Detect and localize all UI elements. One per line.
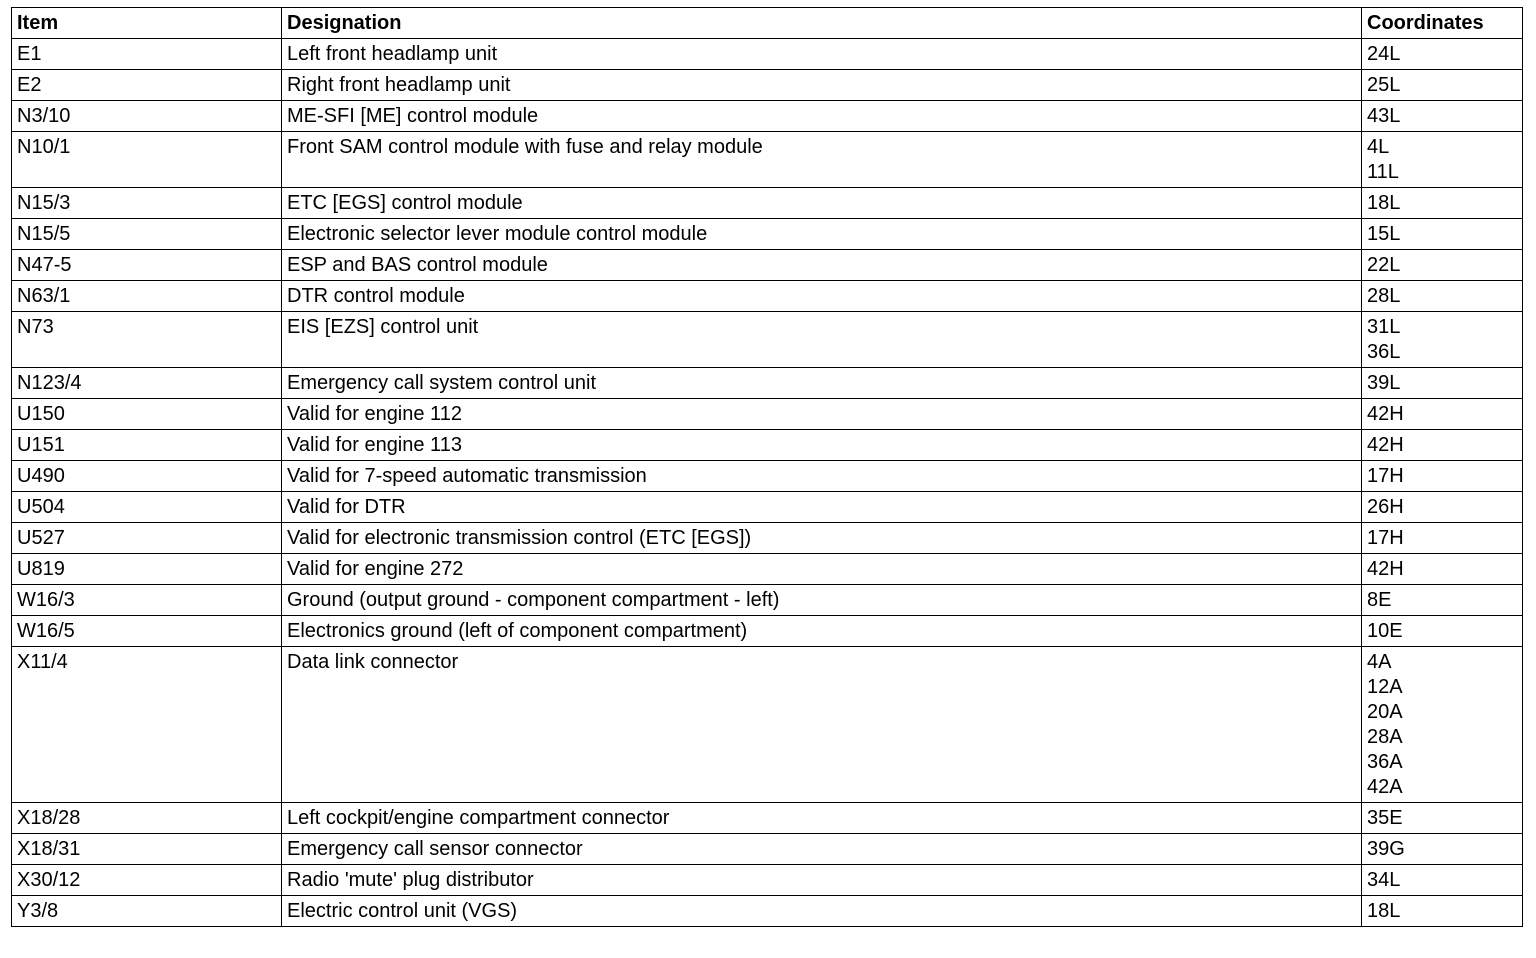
item-cell: U527: [12, 523, 282, 554]
coordinate-value: 17H: [1367, 465, 1404, 487]
table-row: [12, 834, 1523, 865]
coordinate-value: 20A: [1367, 701, 1403, 723]
item-cell: N47-5: [12, 250, 282, 281]
designation-cell: Valid for DTR: [282, 492, 1362, 523]
table-row: [12, 896, 1523, 927]
coordinates-cell: [1362, 101, 1523, 132]
coordinates-cell: [1362, 70, 1523, 101]
coordinate-value: 31L: [1367, 316, 1401, 338]
table-row: [12, 281, 1523, 312]
designation-cell: Electric control unit (VGS): [282, 896, 1362, 927]
table-row: [12, 461, 1523, 492]
item-cell: X11/4: [12, 647, 282, 803]
designation-cell: Emergency call system control unit: [282, 368, 1362, 399]
item-cell: X18/31: [12, 834, 282, 865]
item-cell: N15/3: [12, 188, 282, 219]
table-row: [12, 523, 1523, 554]
designation-cell: Valid for engine 113: [282, 430, 1362, 461]
designation-cell: Electronic selector lever module control module: [282, 219, 1362, 250]
table-row: [12, 430, 1523, 461]
item-cell: N123/4: [12, 368, 282, 399]
coordinate-value: 10E: [1367, 620, 1403, 642]
designation-cell: ME-SFI [ME] control module: [282, 101, 1362, 132]
coordinate-value: 15L: [1367, 223, 1401, 245]
header-designation: Designation: [282, 8, 1362, 39]
table-row: [12, 219, 1523, 250]
coordinates-cell: [1362, 132, 1523, 188]
table-row: [12, 647, 1523, 803]
item-cell: Y3/8: [12, 896, 282, 927]
item-cell: N15/5: [12, 219, 282, 250]
coordinates-cell: [1362, 647, 1523, 803]
coordinates-cell: [1362, 616, 1523, 647]
coordinates-cell: [1362, 554, 1523, 585]
designation-cell: Valid for engine 112: [282, 399, 1362, 430]
coordinate-value: 18L: [1367, 900, 1401, 922]
legend-table-container: [11, 7, 1522, 927]
designation-cell: Emergency call sensor connector: [282, 834, 1362, 865]
item-cell: N63/1: [12, 281, 282, 312]
item-cell: E2: [12, 70, 282, 101]
coordinate-value: 4L: [1367, 136, 1390, 158]
coordinate-value: 39G: [1367, 838, 1405, 860]
coordinates-cell: [1362, 865, 1523, 896]
designation-cell: Right front headlamp unit: [282, 70, 1362, 101]
coordinates-cell: [1362, 461, 1523, 492]
coordinate-value: 36A: [1367, 751, 1403, 773]
coordinate-value: 22L: [1367, 254, 1401, 276]
designation-cell: Data link connector: [282, 647, 1362, 803]
designation-cell: Front SAM control module with fuse and relay module: [282, 132, 1362, 188]
table-row: [12, 250, 1523, 281]
coordinate-value: 42H: [1367, 434, 1404, 456]
coordinate-value: 8E: [1367, 589, 1392, 611]
table-row: [12, 554, 1523, 585]
coordinate-value: 43L: [1367, 105, 1401, 127]
coordinates-cell: [1362, 896, 1523, 927]
coordinate-value: 26H: [1367, 496, 1404, 518]
table-row: [12, 865, 1523, 896]
item-cell: N10/1: [12, 132, 282, 188]
item-cell: U490: [12, 461, 282, 492]
coordinate-value: 24L: [1367, 43, 1401, 65]
table-row: [12, 39, 1523, 70]
coordinates-cell: [1362, 492, 1523, 523]
designation-cell: Radio 'mute' plug distributor: [282, 865, 1362, 896]
designation-cell: Valid for engine 272: [282, 554, 1362, 585]
item-cell: W16/5: [12, 616, 282, 647]
table-row: [12, 312, 1523, 368]
designation-cell: ESP and BAS control module: [282, 250, 1362, 281]
item-cell: N73: [12, 312, 282, 368]
table-row: [12, 132, 1523, 188]
table-row: [12, 585, 1523, 616]
table-row: [12, 399, 1523, 430]
item-cell: X18/28: [12, 803, 282, 834]
coordinate-value: 35E: [1367, 807, 1403, 829]
table-row: [12, 368, 1523, 399]
coordinate-value: 34L: [1367, 869, 1401, 891]
table-body: [12, 39, 1523, 927]
item-cell: W16/3: [12, 585, 282, 616]
coordinates-cell: [1362, 430, 1523, 461]
item-cell: U150: [12, 399, 282, 430]
coordinate-value: 39L: [1367, 372, 1401, 394]
coordinates-cell: [1362, 312, 1523, 368]
coordinate-value: 18L: [1367, 192, 1401, 214]
coordinates-cell: [1362, 399, 1523, 430]
coordinates-cell: [1362, 188, 1523, 219]
item-cell: E1: [12, 39, 282, 70]
coordinate-value: 12A: [1367, 676, 1403, 698]
table-row: [12, 803, 1523, 834]
designation-cell: Ground (output ground - component compartment - left): [282, 585, 1362, 616]
coordinate-value: 25L: [1367, 74, 1401, 96]
coordinate-value: 36L: [1367, 341, 1401, 363]
designation-cell: Valid for electronic transmission control (ETC [EGS]): [282, 523, 1362, 554]
table-row: [12, 616, 1523, 647]
designation-cell: Valid for 7-speed automatic transmission: [282, 461, 1362, 492]
table-row: [12, 188, 1523, 219]
designation-cell: Electronics ground (left of component compartment): [282, 616, 1362, 647]
coordinates-cell: [1362, 834, 1523, 865]
header-row: [12, 8, 1523, 39]
component-legend-table: [11, 7, 1523, 927]
designation-cell: Left front headlamp unit: [282, 39, 1362, 70]
coordinate-value: 17H: [1367, 527, 1404, 549]
table-row: [12, 492, 1523, 523]
coordinate-value: 28A: [1367, 726, 1403, 748]
coordinates-cell: [1362, 368, 1523, 399]
designation-cell: DTR control module: [282, 281, 1362, 312]
item-cell: U819: [12, 554, 282, 585]
designation-cell: ETC [EGS] control module: [282, 188, 1362, 219]
table-row: [12, 70, 1523, 101]
designation-cell: EIS [EZS] control unit: [282, 312, 1362, 368]
item-cell: N3/10: [12, 101, 282, 132]
item-cell: U151: [12, 430, 282, 461]
coordinate-value: 4A: [1367, 651, 1392, 673]
coordinates-cell: [1362, 523, 1523, 554]
coordinates-cell: [1362, 39, 1523, 70]
header-coordinates: Coordinates: [1362, 8, 1523, 39]
header-item: Item: [12, 8, 282, 39]
coordinate-value: 11L: [1367, 161, 1399, 183]
coordinate-value: 42H: [1367, 403, 1404, 425]
designation-cell: Left cockpit/engine compartment connector: [282, 803, 1362, 834]
coordinates-cell: [1362, 250, 1523, 281]
coordinates-cell: [1362, 219, 1523, 250]
coordinate-value: 28L: [1367, 285, 1401, 307]
coordinate-value: 42H: [1367, 558, 1404, 580]
item-cell: U504: [12, 492, 282, 523]
coordinates-cell: [1362, 281, 1523, 312]
coordinates-cell: [1362, 803, 1523, 834]
table-row: [12, 101, 1523, 132]
coordinate-value: 42A: [1367, 776, 1403, 798]
coordinates-cell: [1362, 585, 1523, 616]
item-cell: X30/12: [12, 865, 282, 896]
